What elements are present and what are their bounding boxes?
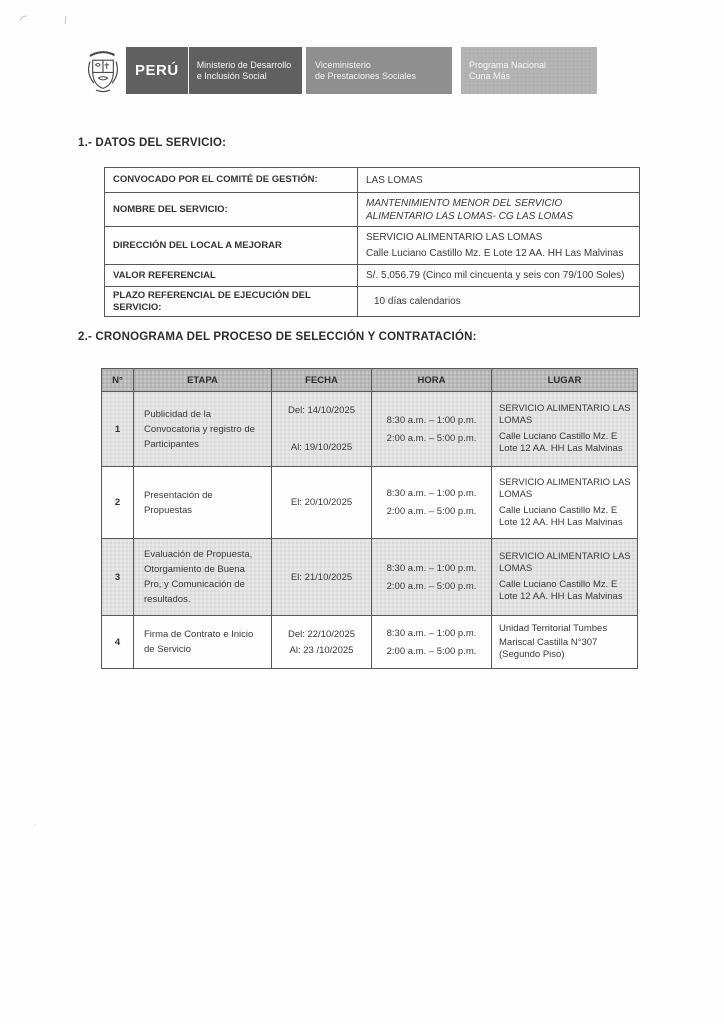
header-block-ministry [126, 47, 302, 94]
table-row [105, 265, 640, 287]
cell-hora: 8:30 a.m. – 1:00 p.m. 2:00 a.m. – 5:00 p.m. [372, 616, 492, 669]
section2-title: 2.- CRONOGRAMA DEL PROCESO DE SELECCIÓN Y CONTRATACIÓN: [78, 331, 477, 343]
col-header-fecha: FECHA [272, 369, 372, 392]
table-row [102, 392, 638, 467]
row-value: LAS LOMAS [358, 168, 640, 193]
row-value: SERVICIO ALIMENTARIO LAS LOMAS Calle Luciano Castillo Mz. E Lote 12 AA. HH Las Malvinas [358, 227, 640, 265]
viceministry-line1: Viceministerio [315, 59, 371, 70]
row-label: PLAZO REFERENCIAL DE EJECUCIÓN DEL SERVICIO: [105, 287, 358, 317]
row-value: 10 días calendarios [358, 287, 640, 317]
ministry-line2: e Inclusión Social [196, 70, 267, 81]
table-row [105, 287, 640, 317]
table-row [102, 616, 638, 669]
scan-speck [33, 824, 36, 826]
table-row [105, 193, 640, 227]
table-header-row [102, 369, 638, 392]
cell-fecha: Del: 14/10/2025 Al: 19/10/2025 [272, 392, 372, 467]
cell-fecha: El: 21/10/2025 [272, 539, 372, 616]
datos-del-servicio-table [104, 167, 640, 317]
cell-hora: 8:30 a.m. – 1:00 p.m. 2:00 a.m. – 5:00 p.m. [372, 467, 492, 539]
row-label: VALOR REFERENCIAL [105, 265, 358, 287]
cell-num: 1 [102, 392, 134, 467]
government-header [84, 47, 597, 94]
col-header-etapa: ETAPA [134, 369, 272, 392]
row-value: MANTENIMIENTO MENOR DEL SERVICIO ALIMENTARIO LAS LOMAS- CG LAS LOMAS [358, 193, 640, 227]
ministry-line1: Ministerio de Desarrollo [196, 59, 292, 70]
table-row [105, 227, 640, 265]
cell-hora: 8:30 a.m. – 1:00 p.m. 2:00 a.m. – 5:00 p.m. [372, 392, 492, 467]
cell-etapa: Evaluación de Propuesta, Otorgamiento de Buena Pro, y Comunicación de resultados. [134, 539, 272, 616]
cell-etapa: Firma de Contrato e Inicio de Servicio [134, 616, 272, 669]
table-row [102, 539, 638, 616]
program-line2: Cuna Más [469, 70, 511, 81]
cell-num: 2 [102, 467, 134, 539]
peru-coat-of-arms-icon [84, 47, 122, 94]
col-header-num: N° [102, 369, 134, 392]
peru-wordmark: PERÚ [135, 62, 179, 79]
col-header-hora: HORA [372, 369, 492, 392]
cell-lugar: SERVICIO ALIMENTARIO LAS LOMAS Calle Luciano Castillo Mz. E Lote 12 AA. HH Las Malvinas [492, 467, 638, 539]
cell-hora: 8:30 a.m. – 1:00 p.m. 2:00 a.m. – 5:00 p.m. [372, 539, 492, 616]
pen-mark [18, 13, 30, 25]
cell-etapa: Presentación de Propuestas [134, 467, 272, 539]
cell-etapa: Publicidad de la Convocatoria y registro de Participantes [134, 392, 272, 467]
cell-fecha: El: 20/10/2025 [272, 467, 372, 539]
row-label: CONVOCADO POR EL COMITÉ DE GESTIÓN: [105, 168, 358, 193]
col-header-lugar: LUGAR [492, 369, 638, 392]
cell-num: 3 [102, 539, 134, 616]
row-label: DIRECCIÓN DEL LOCAL A MEJORAR [105, 227, 358, 265]
header-block-program [461, 47, 597, 94]
header-block-viceministry [306, 47, 452, 94]
cell-lugar: SERVICIO ALIMENTARIO LAS LOMAS Calle Luciano Castillo Mz. E Lote 12 AA. HH Las Malvinas [492, 539, 638, 616]
viceministry-line2: de Prestaciones Sociales [315, 70, 417, 81]
cell-fecha: Del: 22/10/2025 Al: 23 /10/2025 [272, 616, 372, 669]
table-row [102, 467, 638, 539]
cell-num: 4 [102, 616, 134, 669]
section1-title: 1.- DATOS DEL SERVICIO: [78, 137, 227, 149]
cell-lugar: SERVICIO ALIMENTARIO LAS LOMAS Calle Luciano Castillo Mz. E Lote 12 AA. HH Las Malvinas [492, 392, 638, 467]
program-line1: Programa Nacional [469, 59, 547, 70]
pen-mark [62, 15, 70, 27]
cell-lugar: Unidad Territorial Tumbes Mariscal Castilla N°307 (Segundo Piso) [492, 616, 638, 669]
table-row [105, 168, 640, 193]
cronograma-table [101, 368, 638, 669]
row-label: NOMBRE DEL SERVICIO: [105, 193, 358, 227]
row-value: S/. 5,056.79 (Cinco mil cincuenta y seis con 79/100 Soles) [358, 265, 640, 287]
